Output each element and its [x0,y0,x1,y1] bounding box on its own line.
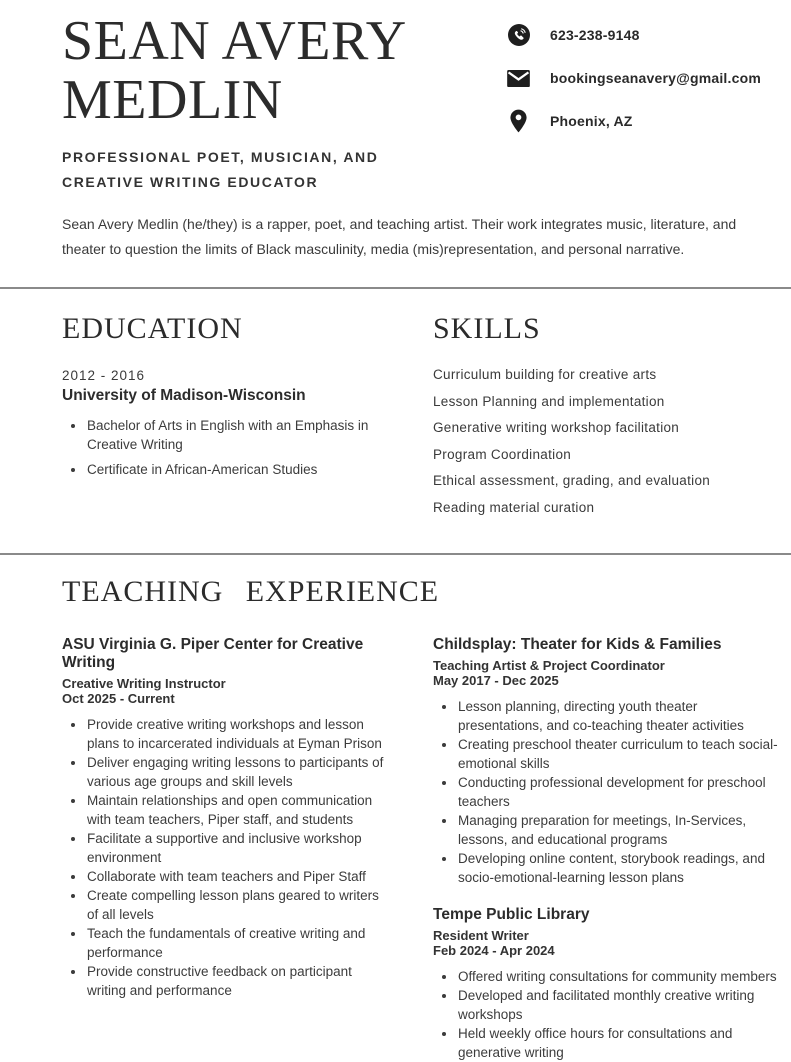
phone-icon [507,23,531,47]
job-bullet: • Offered writing consultations for community members [457,967,778,986]
skills-list [433,368,778,515]
education-dates: 2012 - 2016 [62,368,146,383]
job-bullet: • Create compelling lesson plans geared to writers of all levels [86,886,392,924]
job-dates: May 2017 - Dec 2025 [433,673,559,688]
professional-title [62,145,507,195]
location-icon [507,109,531,133]
skill-item: Lesson Planning and implementation [433,393,665,409]
experience-column-left [62,636,392,1062]
job-bullet: • Creating preschool theater curriculum to teach social-emotional skills [457,735,778,773]
name-block [62,12,507,195]
name-line-2: MEDLIN [62,69,283,131]
education-heading: EDUCATION [62,312,243,345]
professional-title-line-2: CREATIVE WRITING EDUCATOR [62,174,319,190]
education-bullet: • Certificate in African-American Studies [86,460,392,479]
name-line-1: SEAN AVERY [62,10,407,72]
email-icon [507,66,531,90]
skills-heading: SKILLS [433,312,541,345]
email-address: bookingseanavery@gmail.com [549,70,761,86]
skill-item: Reading material curation [433,499,595,515]
bio-paragraph: Sean Avery Medlin (he/they) is a rapper, poet, and teaching artist. Their work integrates music, literature, and theater to question the limits of Black masculinity, media (mis)representation, and personal narrative. [62,216,737,257]
contact-email-row [507,66,761,90]
job-employer: ASU Virginia G. Piper Center for Creative Writing [62,636,364,671]
skill-item: Generative writing workshop facilitation [433,420,680,435]
job-bullet: • Managing preparation for meetings, In-Services, lessons, and educational programs [457,811,778,849]
skills-section [433,312,778,527]
job-bullet: • Deliver engaging writing lessons to participants of various age groups and skill levels [86,753,392,791]
experience-heading: TEACHING EXPERIENCE [62,575,440,608]
header-section [0,0,791,262]
job-role: Resident Writer [433,928,529,943]
job-bullet: • Conducting professional development for preschool teachers [457,773,778,811]
contact-location-row [507,109,761,133]
job-bullet-list [433,967,778,1062]
job-bullet: • Maintain relationships and open communication with team teachers, Piper staff, and students [86,791,392,829]
skill-item: Program Coordination [433,446,572,462]
skill-item: Curriculum building for creative arts [433,367,657,382]
job-bullet: • Provide constructive feedback on participant writing and performance [86,962,392,1000]
experience-column-right [433,636,778,1062]
job-employer: Tempe Public Library [433,906,590,923]
experience-section [0,555,791,1062]
skill-item: Ethical assessment, grading, and evaluation [433,473,711,488]
contact-block [507,23,761,195]
job-entry [433,636,778,887]
job-bullet-list [433,697,778,887]
job-bullet: • Developed and facilitated monthly creative writing workshops [457,986,778,1024]
education-section [62,312,392,527]
job-role: Creative Writing Instructor [62,676,226,691]
education-school: University of Madison-Wisconsin [62,387,306,404]
job-entry [62,636,392,1000]
job-bullet-list [62,715,392,1000]
education-bullet-list [62,416,392,479]
job-bullet: • Teach the fundamentals of creative writing and performance [86,924,392,962]
phone-number: 623-238-9148 [549,27,640,43]
job-employer: Childsplay: Theater for Kids & Families [433,636,722,653]
job-entry [433,906,778,1062]
education-skills-section [0,289,791,527]
job-dates: Feb 2024 - Apr 2024 [433,943,555,958]
job-bullet: • Collaborate with team teachers and Piper Staff [86,867,392,886]
job-bullet: • Lesson planning, directing youth theater presentations, and co-teaching theater activities [457,697,778,735]
contact-phone-row [507,23,761,47]
location-text: Phoenix, AZ [549,113,633,129]
job-bullet: • Held weekly office hours for consultations and generative writing [457,1024,778,1062]
job-role: Teaching Artist & Project Coordinator [433,658,665,673]
job-bullet: • Facilitate a supportive and inclusive workshop environment [86,829,392,867]
page-title [62,12,507,130]
job-bullet: • Developing online content, storybook readings, and socio-emotional-learning lesson plans [457,849,778,887]
job-dates: Oct 2025 - Current [62,691,175,706]
education-bullet: • Bachelor of Arts in English with an Emphasis in Creative Writing [86,416,392,454]
job-bullet: • Provide creative writing workshops and lesson plans to incarcerated individuals at Eyman Prison [86,715,392,753]
professional-title-line-1: PROFESSIONAL POET, MUSICIAN, AND [62,149,379,165]
